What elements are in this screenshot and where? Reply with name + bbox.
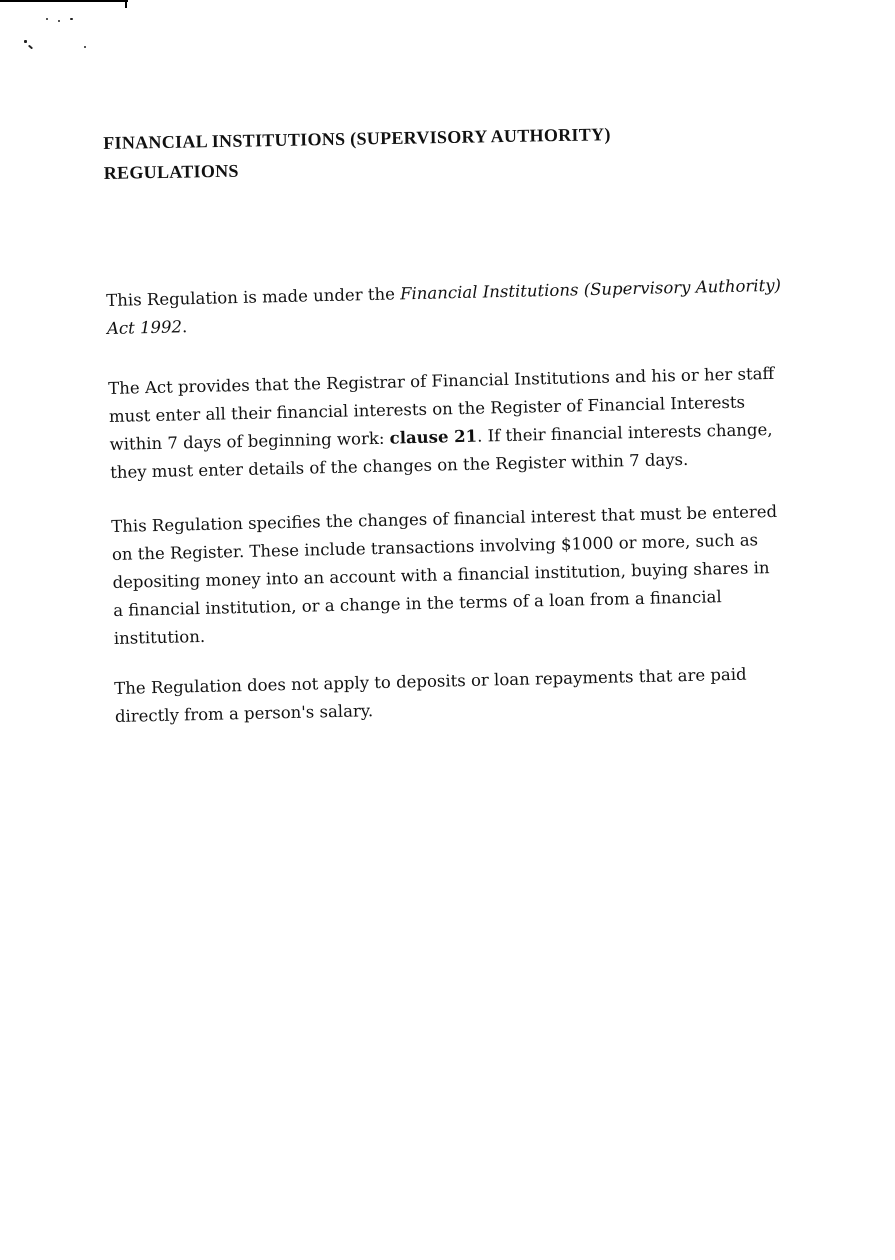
paragraph-made-under: [106, 272, 782, 343]
paragraph-line: they must enter details of the changes on the Register within 7 days.: [109, 449, 689, 482]
paragraph-line: a financial institution, or a change in the terms of a loan from a financial: [112, 587, 722, 620]
paragraph-text: This Regulation is made under the: [106, 284, 401, 310]
act-title: Act 1992: [106, 317, 183, 338]
paragraph-line: on the Register. These include transactions involving $1000 or more, such as: [111, 530, 759, 564]
scan-edge-mark: [0, 0, 128, 2]
paragraph-line: depositing money into an account with a financial institution, buying shares in: [112, 558, 770, 592]
scan-speck: [70, 18, 73, 20]
heading-line: REGULATIONS: [103, 160, 239, 183]
act-title: Financial Institutions (Supervisory Authority): [399, 275, 782, 304]
paragraph-act-provides: [108, 360, 775, 487]
scan-speck: [28, 45, 33, 50]
paragraph-text: within 7 days of beginning work:: [109, 428, 390, 454]
document-heading: [103, 117, 744, 188]
paragraph-line: The Regulation does not apply to deposits or loan repayments that are paid: [114, 664, 747, 698]
clause-reference: clause 21: [389, 426, 478, 448]
scan-speck: [24, 40, 27, 43]
paragraph-text: . If their financial interests change,: [476, 419, 773, 446]
scan-edge-mark: [125, 0, 127, 8]
paragraph-does-not-apply: [114, 660, 775, 731]
scan-speck: [84, 46, 86, 48]
paragraph-line: must enter all their financial interests on the Register of Financial Interests: [108, 392, 746, 426]
paragraph-line: institution.: [113, 626, 206, 648]
heading-line: FINANCIAL INSTITUTIONS (SUPERVISORY AUTHORITY): [103, 124, 611, 153]
paragraph-line: directly from a person's salary.: [114, 701, 374, 726]
scan-speck: [46, 18, 48, 20]
paragraph-regulation-specifies: [111, 498, 778, 653]
paragraph-line: The Act provides that the Registrar of Financial Institutions and his or her staff: [108, 363, 775, 398]
scan-speck: [58, 20, 60, 22]
paragraph-line: This Regulation specifies the changes of financial interest that must be entered: [111, 501, 778, 536]
paragraph-text: .: [181, 317, 188, 337]
